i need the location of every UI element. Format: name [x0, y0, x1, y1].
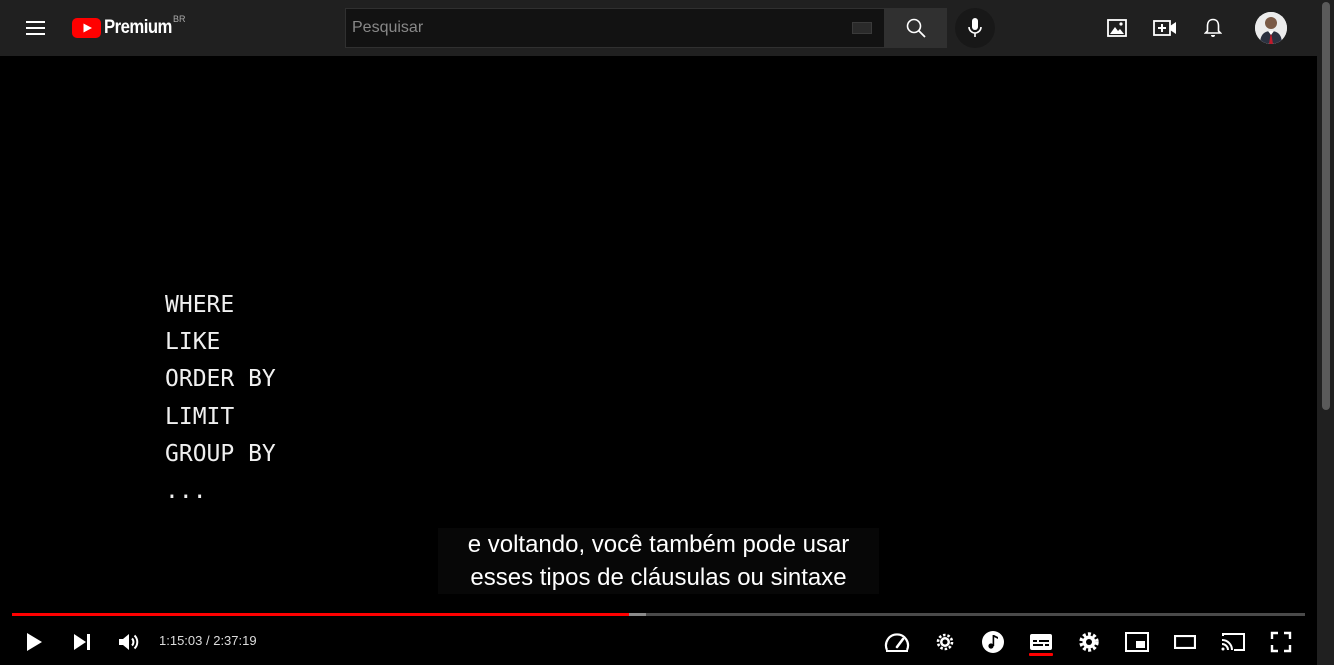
scrollbar-thumb[interactable] [1322, 2, 1330, 410]
progress-played [12, 613, 629, 616]
brightness-icon [933, 630, 957, 654]
brand-name: Premium [104, 17, 172, 38]
avatar[interactable] [1255, 12, 1287, 44]
image-button[interactable] [1101, 12, 1133, 44]
miniplayer-button[interactable] [1119, 624, 1155, 660]
speed-icon [884, 631, 910, 653]
code-line: ... [165, 478, 207, 505]
progress-bar[interactable] [12, 613, 1305, 616]
captions-active-indicator [1029, 653, 1053, 656]
settings-button[interactable] [1071, 624, 1107, 660]
video-player[interactable] [0, 56, 1317, 665]
youtube-logo-icon [72, 18, 101, 38]
cast-button[interactable] [1215, 624, 1251, 660]
play-icon [24, 631, 44, 653]
next-button[interactable] [64, 624, 100, 660]
captions-icon [1029, 633, 1053, 651]
notifications-button[interactable] [1197, 12, 1229, 44]
menu-button[interactable] [18, 10, 54, 46]
image-icon [1107, 19, 1127, 37]
create-button[interactable] [1149, 12, 1181, 44]
cast-icon [1220, 632, 1246, 652]
caption-line: e voltando, você também pode usar [467, 531, 850, 558]
subtitle-caption [438, 528, 879, 594]
volume-icon [118, 632, 140, 652]
music-icon [981, 630, 1005, 654]
search-icon [906, 18, 926, 38]
time-display [159, 633, 257, 648]
next-icon [72, 632, 92, 652]
fullscreen-button[interactable] [1263, 624, 1299, 660]
music-button[interactable] [975, 624, 1011, 660]
create-video-icon [1153, 19, 1177, 37]
code-line: ORDER BY [165, 366, 276, 393]
youtube-premium-logo[interactable] [72, 13, 186, 43]
code-line: LIKE [165, 329, 221, 356]
theater-mode-button[interactable] [1167, 624, 1203, 660]
code-line: GROUP BY [165, 440, 276, 467]
search-input[interactable] [352, 17, 842, 39]
code-line: WHERE [165, 292, 235, 318]
notifications-icon [1204, 18, 1222, 38]
voice-search-button[interactable] [955, 8, 995, 48]
volume-button[interactable] [111, 624, 147, 660]
top-bar [0, 0, 1317, 56]
page-scrollbar[interactable] [1317, 0, 1334, 665]
miniplayer-icon [1125, 632, 1149, 652]
fullscreen-icon [1270, 631, 1292, 653]
search-button[interactable] [884, 8, 947, 48]
keyboard-icon[interactable] [852, 22, 872, 34]
code-line: LIMIT [165, 403, 235, 430]
playback-speed-button[interactable] [879, 624, 915, 660]
brightness-button[interactable] [927, 624, 963, 660]
time-separator: / [202, 633, 214, 648]
menu-icon [26, 20, 46, 36]
current-time: 1:15:03 [159, 633, 203, 648]
play-button[interactable] [16, 624, 52, 660]
duration: 2:37:19 [213, 633, 257, 648]
theater-icon [1174, 635, 1196, 649]
video-code-text [165, 287, 276, 510]
caption-line: esses tipos de cláusulas ou sintaxe [470, 564, 847, 591]
mic-icon [968, 18, 982, 38]
country-code: BR [173, 14, 186, 24]
profile-photo [1255, 12, 1287, 44]
settings-icon [1078, 631, 1100, 653]
search-box [345, 8, 885, 48]
